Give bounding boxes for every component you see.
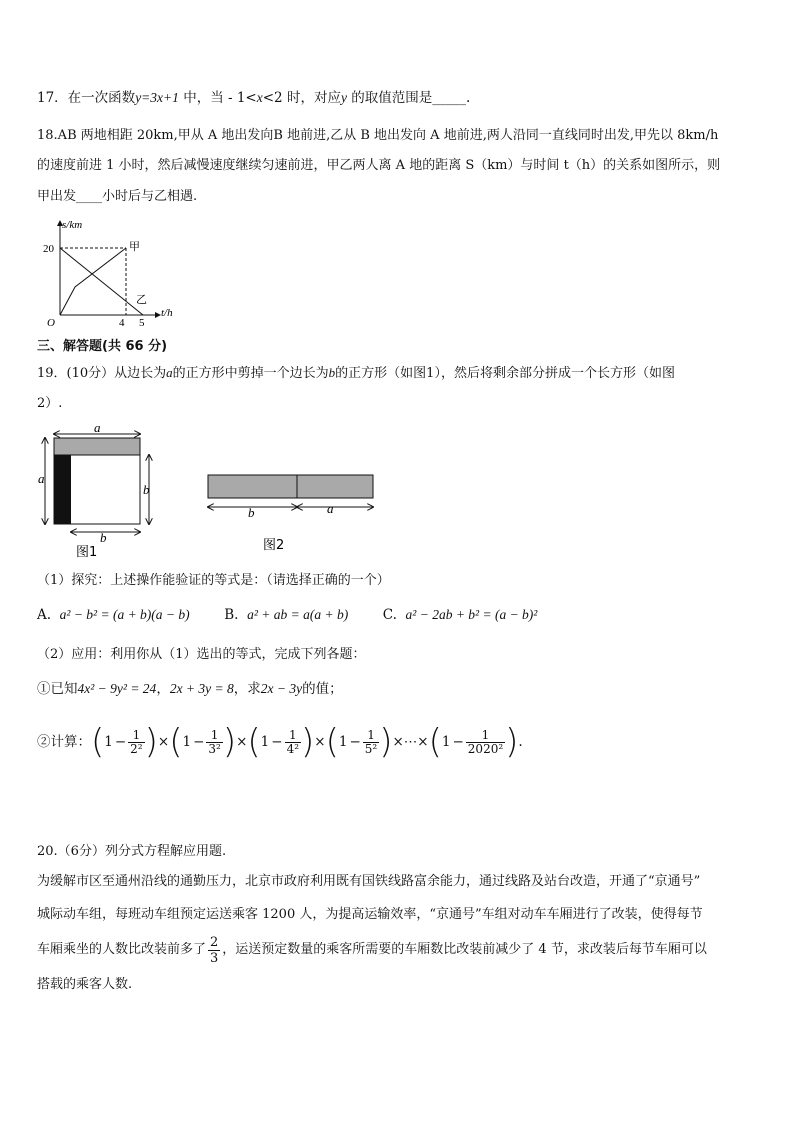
section-3-title: 三、解答题(共 66 分) bbox=[37, 339, 168, 354]
fig2-right-rect bbox=[297, 475, 373, 498]
sub1-text-d: 的值； bbox=[302, 681, 343, 697]
q17-answer-blank: _____ bbox=[432, 90, 466, 106]
fig1-top-label: a bbox=[94, 420, 101, 435]
q19-figure-2 bbox=[205, 470, 380, 555]
fig2-left-rect bbox=[208, 475, 297, 498]
q18-line-1: 18.AB 两地相距 20km,甲从 A 地出发向B 地前进,乙从 B 地出发向 A 地前进,两人沿同一直线同时出发,甲先以 8km/h bbox=[37, 128, 719, 143]
q20-line-4-text-b: ，运送预定数量的乘客所需要的车厢数比改装前减少了 4 节，求改装后每节车厢可以 bbox=[222, 942, 707, 957]
q18-origin-label: O bbox=[47, 317, 55, 329]
sub1-equation-1: 4x² − 9y² = 24 bbox=[77, 681, 157, 696]
q19-var-a: a bbox=[166, 365, 173, 380]
product-term-3: ( 1 − $\frac{1}{\text{4²}}$ ) bbox=[247, 722, 315, 762]
q18-x-tick-5: 5 bbox=[139, 317, 145, 329]
q18-line-3: 甲出发____小时后与乙相遇. bbox=[37, 189, 198, 204]
sub1-text: ①已知 bbox=[37, 681, 78, 697]
q19-text: 19．(10分）从边长为 bbox=[37, 366, 167, 381]
q17-function: y=3x+1 bbox=[135, 90, 179, 105]
q20-line-4 bbox=[37, 932, 707, 968]
times-sign: × bbox=[157, 734, 170, 750]
q17-text-d: 的取值范围是 bbox=[346, 90, 433, 106]
q19-line-2: 2）. bbox=[37, 396, 63, 411]
option-c: a² − 2ab + b² = (a − b)² bbox=[405, 607, 538, 622]
q20-line-2: 为缓解市区至通州沿线的通勤压力，北京市政府利用既有国铁线路富余能力，通过线路及站台改造，开通了“京通号” bbox=[37, 874, 701, 889]
q17-text-c: <2 时，对应 bbox=[262, 90, 341, 106]
product-term-last: ( 1 − $\frac{1}{\text{2020²}}$ ) bbox=[428, 722, 519, 762]
fig1-right-label: b bbox=[143, 482, 150, 497]
q17-end: . bbox=[466, 90, 471, 106]
q19-part-1: （1）探究：上述操作能验证的等式是：（请选择正确的一个） bbox=[37, 573, 390, 588]
q19-options bbox=[37, 606, 537, 624]
fig1-gray-strip bbox=[54, 438, 140, 455]
sub2-label: ②计算： bbox=[37, 734, 91, 750]
times-sign: × bbox=[236, 734, 248, 750]
q19-var-b: b bbox=[328, 365, 336, 380]
fig2-right-label: a bbox=[327, 501, 334, 516]
q18-distance-time-graph bbox=[40, 215, 190, 330]
q18-line-2: 的速度前进 1 小时，然后减慢速度继续匀速前进，甲乙两人离 A 地的距离 S（km）与时间 t（h）的关系如图所示，则 bbox=[37, 158, 721, 173]
option-b-label: B. bbox=[224, 607, 239, 623]
q20-line-1: 20.（6分）列分式方程解应用题. bbox=[37, 844, 227, 859]
fig1-caption: 图1 bbox=[76, 545, 98, 560]
q17-text-b: 中，当 - 1< bbox=[178, 90, 257, 106]
q18-y-tick-20: 20 bbox=[43, 243, 54, 255]
sub1-text-c: ，求 bbox=[233, 681, 261, 697]
product-term-1: ( 1 − $\frac{1}{\text{2²}}$ ) bbox=[91, 722, 158, 762]
times-sign: × bbox=[314, 734, 326, 750]
q18-line-jia bbox=[60, 248, 126, 315]
q19-sub-2 bbox=[37, 722, 523, 762]
product-term-2: ( 1 − $\frac{1}{\text{3²}}$ ) bbox=[169, 722, 237, 762]
q19-figure-1 bbox=[36, 420, 166, 560]
fig2-caption: 图2 bbox=[263, 538, 285, 553]
option-a-label: A. bbox=[37, 607, 52, 623]
q18-line-yi bbox=[60, 248, 143, 315]
q19-sub-1 bbox=[37, 680, 343, 698]
q20-fraction: $\frac{2}{3}$ bbox=[210, 934, 219, 966]
q18-x-axis-label: t/h bbox=[161, 307, 173, 319]
fig1-left-label: a bbox=[38, 471, 45, 486]
q19-text-b: 的正方形中剪掉一个边长为 bbox=[172, 366, 329, 381]
q19-part-2: （2）应用：利用你从（1）选出的等式，完成下列各题： bbox=[37, 647, 366, 662]
sub2-end: . bbox=[518, 734, 523, 750]
option-c-label: C. bbox=[382, 607, 397, 623]
sub1-equation-2: 2x + 3y = 8 bbox=[169, 681, 234, 696]
q20-line-4-text: 车厢乘坐的人数比改装前多了 bbox=[37, 942, 207, 957]
q17-var-x: x bbox=[256, 90, 263, 105]
q19-text-c: 的正方形（如图1），然后将剩余部分拼成一个长方形（如图 bbox=[335, 366, 675, 381]
q19-line-1 bbox=[37, 364, 675, 383]
q20-line-5: 搭载的乘客人数. bbox=[37, 977, 133, 992]
q18-y-axis-label: s/km bbox=[62, 219, 83, 231]
q18-x-tick-4: 4 bbox=[119, 317, 125, 329]
q17-var-y: y bbox=[340, 90, 347, 105]
option-b: a² + ab = a(a + b) bbox=[247, 607, 349, 622]
product-term-4: ( 1 − $\frac{1}{\text{5²}}$ ) bbox=[325, 722, 393, 762]
q17-text: 17．在一次函数 bbox=[37, 90, 136, 106]
fig2-left-label: b bbox=[248, 505, 255, 520]
q20-line-3: 城际动车组，每班动车组预定运送乘客 1200 人，为提高运输效率，“京通号”车组对动车车厢进行了改装，使得每节 bbox=[37, 907, 703, 922]
option-a: a² − b² = (a + b)(a − b) bbox=[59, 607, 190, 622]
cdots-sign: ×⋯× bbox=[392, 734, 429, 750]
sub1-comma-1: ， bbox=[156, 681, 170, 697]
sub1-expression: 2x − 3y bbox=[260, 681, 303, 696]
q18-label-yi: 乙 bbox=[136, 294, 147, 306]
fig1-black-strip bbox=[54, 455, 71, 524]
q17-line bbox=[37, 89, 470, 107]
fig1-bottom-label: b bbox=[100, 530, 107, 545]
q18-label-jia: 甲 bbox=[129, 241, 140, 253]
